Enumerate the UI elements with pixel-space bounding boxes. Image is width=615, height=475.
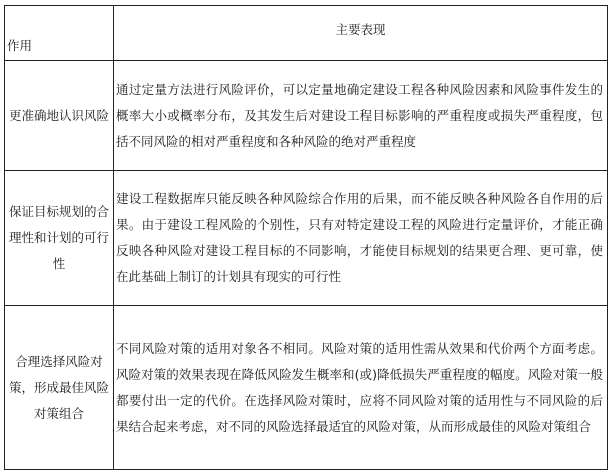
detail-cell bbox=[114, 306, 607, 469]
header-cell-effect bbox=[5, 6, 114, 60]
detail-text: 通过定量方法进行风险评价，可以定量地确定建设工程各种风险因素和风险事件发生的概率大小或概率分布，及其发生后对建设工程目标影响的严重程度或损失严重程度，包括不同风险的相对严重程度和各种风险的绝对严重程度 bbox=[116, 81, 603, 149]
header-detail-label: 主要表现 bbox=[335, 22, 386, 37]
table-row bbox=[5, 61, 607, 171]
detail-cell bbox=[114, 61, 607, 170]
detail-cell bbox=[114, 171, 607, 305]
table-header-row bbox=[5, 6, 607, 61]
effect-cell bbox=[5, 171, 114, 305]
detail-text: 不同风险对策的适用对象各不相同。风险对策的适用性需从效果和代价两个方面考虑。风险对策的效果表现在降低风险发生概率和(或)降低损失严重程度的幅度。风险对策一般都要付出一定的代价。在选择风险对策时，应将不同风险对策的适用性与不同风险的后果结合起来考虑，对不同的风险选择最适宜的风险对策，从而形成最佳的风险对策组合 bbox=[116, 340, 603, 434]
effect-cell bbox=[5, 61, 114, 170]
effect-cell bbox=[5, 306, 114, 469]
detail-text: 建设工程数据库只能反映各种风险综合作用的后果，而不能反映各种风险各自作用的后果。由于建设工程风险的个别性，只有对特定建设工程的风险进行定量评价，才能正确反映各种风险对建设工程目标的不同影响，才能使目标规划的结果更合理、更可靠，使在此基础上制订的计划具有现实的可行性 bbox=[116, 191, 603, 284]
effect-text: 保证目标规划的合理性和计划的可行性 bbox=[8, 204, 109, 271]
effect-text: 更准确地认识风险 bbox=[8, 107, 109, 123]
header-cell-detail bbox=[114, 6, 607, 60]
risk-evaluation-table bbox=[4, 5, 608, 470]
effect-text: 合理选择风险对策，形成最佳风险对策组合 bbox=[8, 353, 109, 421]
header-effect-label: 作用 bbox=[7, 38, 33, 53]
table-row bbox=[5, 171, 607, 306]
table-row bbox=[5, 306, 607, 469]
